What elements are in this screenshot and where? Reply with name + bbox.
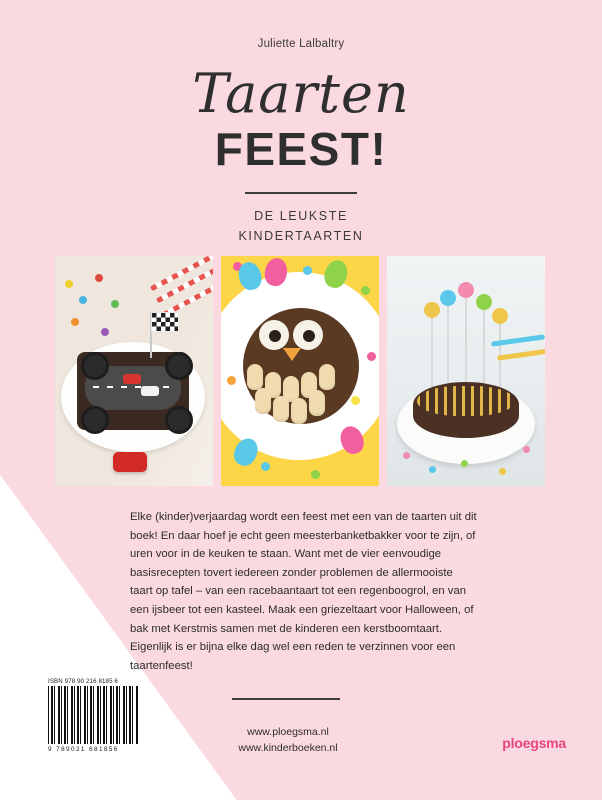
toy-car-icon bbox=[141, 386, 159, 396]
candy-dot bbox=[65, 280, 73, 288]
subtitle-line-2: KINDERTAARTEN bbox=[238, 229, 364, 243]
cookie-wheel-icon bbox=[81, 352, 109, 380]
candy-dot bbox=[111, 300, 119, 308]
confetti-dot bbox=[523, 446, 530, 453]
photo-race-track-cake bbox=[55, 256, 213, 486]
cookie-feather bbox=[273, 396, 289, 422]
photo-owl-cake bbox=[221, 256, 379, 486]
confetti-dot bbox=[461, 460, 468, 467]
candy-dot bbox=[71, 318, 79, 326]
checkered-flag-icon bbox=[151, 312, 179, 332]
title-script: Taarten bbox=[192, 62, 410, 125]
isbn-text: ISBN 978 90 216 8185 6 bbox=[48, 678, 118, 685]
lollipop-icon bbox=[492, 308, 508, 324]
confetti-dot bbox=[403, 452, 410, 459]
subtitle-line-1: DE LEUKSTE bbox=[254, 209, 348, 223]
cookie-wheel-icon bbox=[165, 352, 193, 380]
lollipop-icon bbox=[440, 290, 456, 306]
photo-lollipop-cake bbox=[387, 256, 545, 486]
barcode-block bbox=[48, 678, 140, 764]
barcode-digits: 9 789021 681856 bbox=[48, 746, 119, 753]
cookie-feather bbox=[247, 364, 263, 390]
candy-dot bbox=[79, 296, 87, 304]
confetti-dot bbox=[227, 376, 236, 385]
owl-pupil bbox=[269, 330, 281, 342]
lollipop-stick bbox=[431, 312, 433, 388]
lollipop-icon bbox=[458, 282, 474, 298]
lollipop-stick bbox=[447, 300, 449, 388]
confetti-dot bbox=[367, 352, 376, 361]
cookie-feather bbox=[291, 398, 307, 424]
title-divider bbox=[245, 192, 357, 194]
url-ploegsma[interactable]: www.ploegsma.nl bbox=[247, 726, 329, 738]
confetti-dot bbox=[429, 466, 436, 473]
footer-divider bbox=[232, 698, 340, 700]
candy-dot bbox=[101, 328, 109, 336]
cookie-wheel-icon bbox=[165, 406, 193, 434]
confetti-dot bbox=[303, 266, 312, 275]
barcode-bars bbox=[48, 686, 138, 744]
cookie-feather bbox=[255, 388, 271, 414]
title-bold: FEEST! bbox=[214, 123, 388, 175]
owl-beak bbox=[283, 348, 301, 361]
lollipop-icon bbox=[424, 302, 440, 318]
confetti-dot bbox=[261, 462, 270, 471]
publisher-logo: ploegsma bbox=[502, 735, 566, 751]
owl-pupil bbox=[303, 330, 315, 342]
cookie-feather bbox=[319, 364, 335, 390]
back-cover-blurb: Elke (kinder)verjaardag wordt een feest met een van de taarten uit dit boek! En daar hoef je echt geen meesterbanketbakker voor te zijn, of uren voor in de keuken te staan. Want met de vier eenvoudige basisrecepten tovert iedereen zonder problemen de allermooiste taart op tafel – van een racebaantaart tot een regenboogrol, en van een ijsbeer tot een kasteel. Maak een griezeltaart voor Halloween, of bak met Kerstmis samen met de kinderen een kerstboomtaart. Eigenlijk is er bijna elke dag wel een reden te verzinnen voor een taartenfeest! bbox=[130, 511, 477, 672]
photo-strip bbox=[55, 256, 547, 486]
lollipop-stick bbox=[483, 304, 485, 388]
cookie-wheel-icon bbox=[81, 406, 109, 434]
toy-car-icon bbox=[113, 452, 147, 472]
confetti-dot bbox=[499, 468, 506, 475]
url-kinderboeken[interactable]: www.kinderboeken.nl bbox=[238, 742, 338, 754]
publisher-urls bbox=[158, 724, 418, 756]
author-name: Juliette Lalbaltry bbox=[257, 38, 345, 50]
confetti-dot bbox=[311, 470, 320, 479]
cookie-feather bbox=[309, 390, 325, 416]
confetti-dot bbox=[361, 286, 370, 295]
toy-car-icon bbox=[123, 374, 141, 384]
lollipop-stick bbox=[499, 318, 501, 388]
lollipop-icon bbox=[476, 294, 492, 310]
candy-dot bbox=[95, 274, 103, 282]
caramel-drizzle bbox=[417, 386, 515, 416]
confetti-dot bbox=[351, 396, 360, 405]
lollipop-stick bbox=[465, 294, 467, 388]
subtitle bbox=[0, 206, 602, 246]
